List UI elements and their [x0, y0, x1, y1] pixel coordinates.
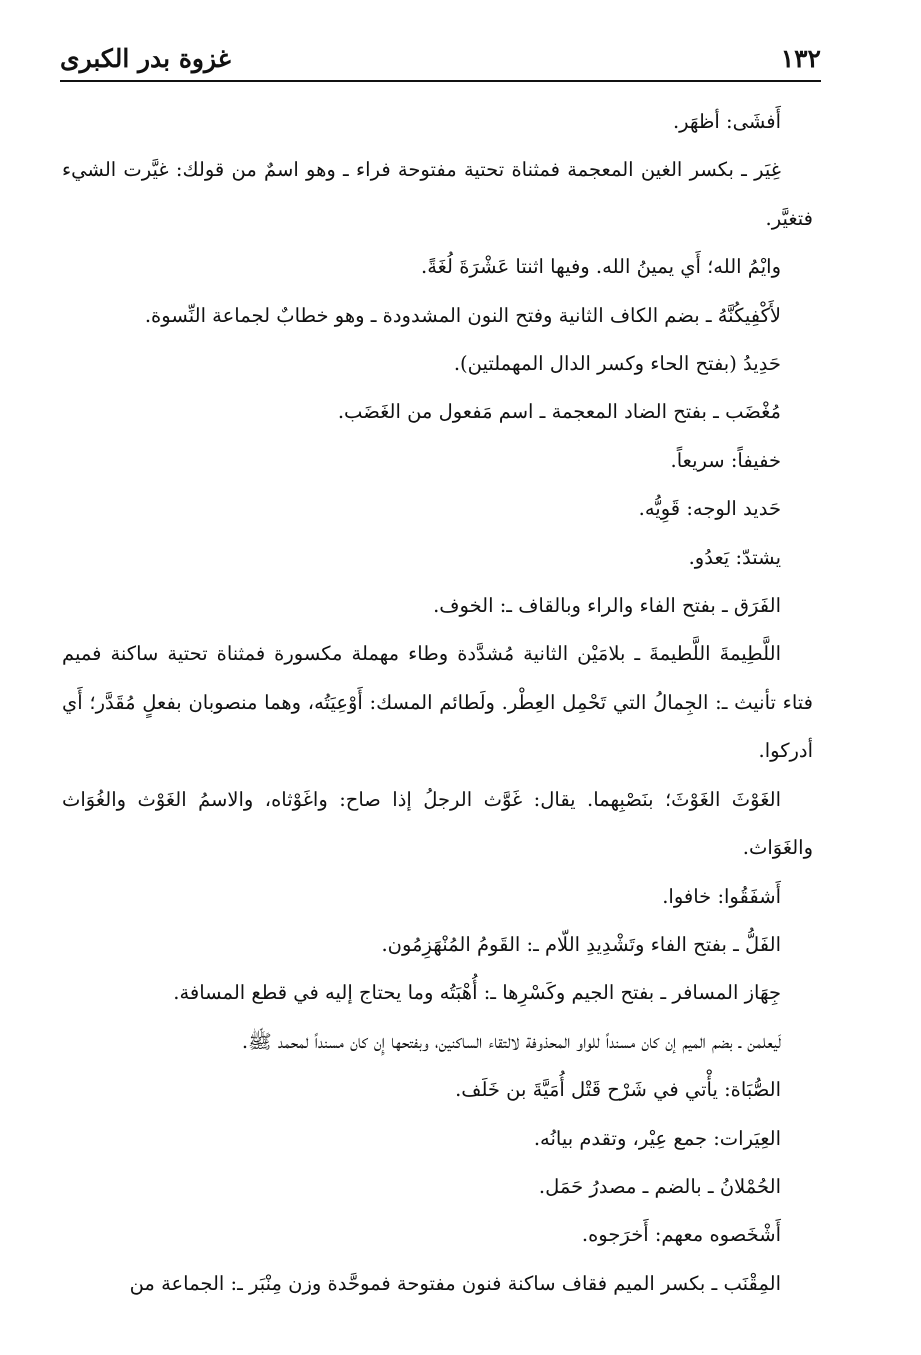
glossary-entry-hadid: حَدِيدُ (بفتح الحاء وكسر الدال المهملتين). — [453, 352, 781, 376]
glossary-entry-ashkhasuhu: أَشْخَصوه معهم: أَخرَجوه. — [581, 1223, 781, 1247]
glossary-entry-hadid-al-wajh: حَديد الوجه: قَوِيُّه. — [638, 497, 781, 521]
glossary-entry-layalamunna: لَيعلمن ـ بضم الميم إن كان مسنداً للواو المحذوفة لالتقاء الساكنين، وبفتحها إِن كان مسنداً لمحمد ﷺ. — [241, 1029, 781, 1053]
glossary-entry-ghiyar: غِيَر ـ بكسر الغين المعجمة فمثناة تحتية مفتوحة فراء ـ وهو اسمٌ من قولك: غيَّرت الشيء فتغيَّر. — [62, 158, 813, 230]
running-title: غزوة بدر الكبرى — [60, 43, 231, 73]
header-rule — [60, 80, 821, 82]
glossary-entry-jihaz: جِهَاز المسافر ـ بفتح الجيم وكَسْرِها ـ: أُهْبَتُه وما يحتاج إليه في قطع المسافة. — [173, 981, 781, 1005]
glossary-entry-wa-aymu-allah: وايْمُ الله؛ أَي يمينُ الله. وفيها اثنتا عَشْرَةَ لُغَةً. — [421, 255, 781, 279]
glossary-entry-as-subat: الصُّبَاة: يأْتي في شَرْح قَتْل أُمَيَّةَ بن خَلَف. — [455, 1078, 781, 1102]
glossary-entry-al-miqnab: المِقْنَب ـ بكسر الميم فقاف ساكنة فنون مفتوحة فموحَّدة وزن مِنْبَر ـ: الجماعة من — [129, 1271, 781, 1295]
glossary-entry-ashfaqu: أَشفَقُوا: خافوا. — [662, 884, 781, 908]
glossary-entry-mughdab: مُغْضَب ـ بفتح الضاد المعجمة ـ اسم مَفعول من الغَضَب. — [337, 400, 781, 424]
glossary-entry-khafifan: خفيفاً: سريعاً. — [670, 448, 781, 472]
glossary-entry-al-humlan: الحُمْلانُ ـ بالضم ـ مصدرُ حَمَل. — [538, 1174, 781, 1198]
glossary-entry-yashtadd: يشتدّ: يَعدُو. — [688, 545, 781, 569]
glossary-entry-la-akfiyannahu: لأَكْفِيكُنَّهُ ـ بضم الكاف الثانية وفتح النون المشدودة ـ وهو خطابٌ لجماعة النِّسوة. — [144, 303, 781, 327]
glossary-entry-al-ghawth: الغَوْثَ الغَوْثَ؛ بنَصْبِهما. يقال: غَوَّث الرجلُ إذا صاح: واغَوْثاه، والاسمُ الغَوْث والغُوَاث والغَوَاث. — [62, 787, 813, 860]
glossary-entry-al-iyarat: العِيَرات: جمع عِيْر، وتقدم بيانُه. — [533, 1126, 781, 1150]
glossary-entry-al-latima: اللَّطِيمةَ اللَّطيمةَ ـ بلامَيْن الثانية مُشدَّدة وطاء مهملة مكسورة فمثناة تحتية ساكنة فميم فتاء تأنيث ـ: الجِمالُ التي تَحْمِل العِطْر. ولَطائم المسك: أَوْعِيَتُه، وهما منصوبان بفعلٍ مُقَدَّر؛ أَي أدركوا. — [62, 642, 813, 763]
glossary-entry-afsha: أَفشَى: أظهَر. — [672, 110, 781, 133]
running-header — [60, 38, 821, 78]
glossary-entry-al-faraq: الفَرَق ـ بفتح الفاء والراء وبالقاف ـ: الخوف. — [433, 594, 781, 618]
glossary-body — [62, 98, 813, 1308]
page-number: ١٣٢ — [780, 43, 821, 73]
glossary-entry-al-fall: الفَلُّ ـ بفتح الفاء وتَشْدِيدِ اللّام ـ: القَومُ المُنْهَزِمُون. — [381, 932, 781, 956]
